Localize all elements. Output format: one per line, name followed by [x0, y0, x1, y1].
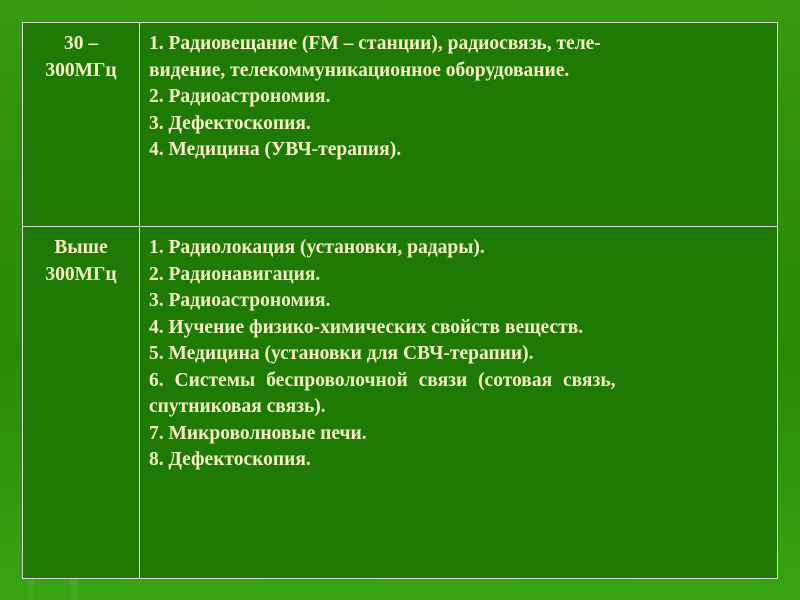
application-item: 7. Микроволновые печи.	[149, 422, 367, 444]
application-item: 1. Радиолокация (установки, радары).	[149, 237, 485, 258]
applications-cell	[140, 227, 778, 579]
frequency-range-line: 300МГц	[45, 59, 117, 81]
application-item: 1. Радиовещание (FM – станции), радиосвязь, теле-	[149, 33, 601, 54]
application-item: 8. Дефектоскопия.	[149, 449, 311, 470]
frequency-range-line: 30 –	[63, 33, 99, 54]
application-item: видение, телекоммуникационное оборудование.	[149, 59, 570, 81]
application-item: 4. Медицина (УВЧ-терапия).	[149, 139, 402, 160]
application-item: 4. Иучение физико-химических свойств веществ.	[149, 316, 584, 338]
application-item: 2. Радиоастрономия.	[149, 86, 331, 107]
table-row	[23, 227, 778, 579]
table-row	[23, 23, 778, 227]
application-item: спутниковая связь).	[149, 396, 326, 417]
application-item: 2. Радионавигация.	[149, 263, 321, 285]
frequency-range-cell	[23, 23, 140, 227]
application-item: 3. Радиоастрономия.	[149, 290, 331, 311]
frequency-range-cell	[23, 227, 140, 579]
frequency-range-line: Выше	[54, 237, 108, 258]
applications-cell	[140, 23, 778, 227]
application-item: 5. Медицина (установки для СВЧ-терапии).	[149, 343, 534, 364]
frequency-applications-table	[22, 22, 778, 579]
frequency-range-line: 300МГц	[45, 263, 117, 285]
application-item: 3. Дефектоскопия.	[149, 112, 311, 134]
application-item: 6. Системы беспроволочной связи (сотовая связь,	[149, 369, 616, 391]
